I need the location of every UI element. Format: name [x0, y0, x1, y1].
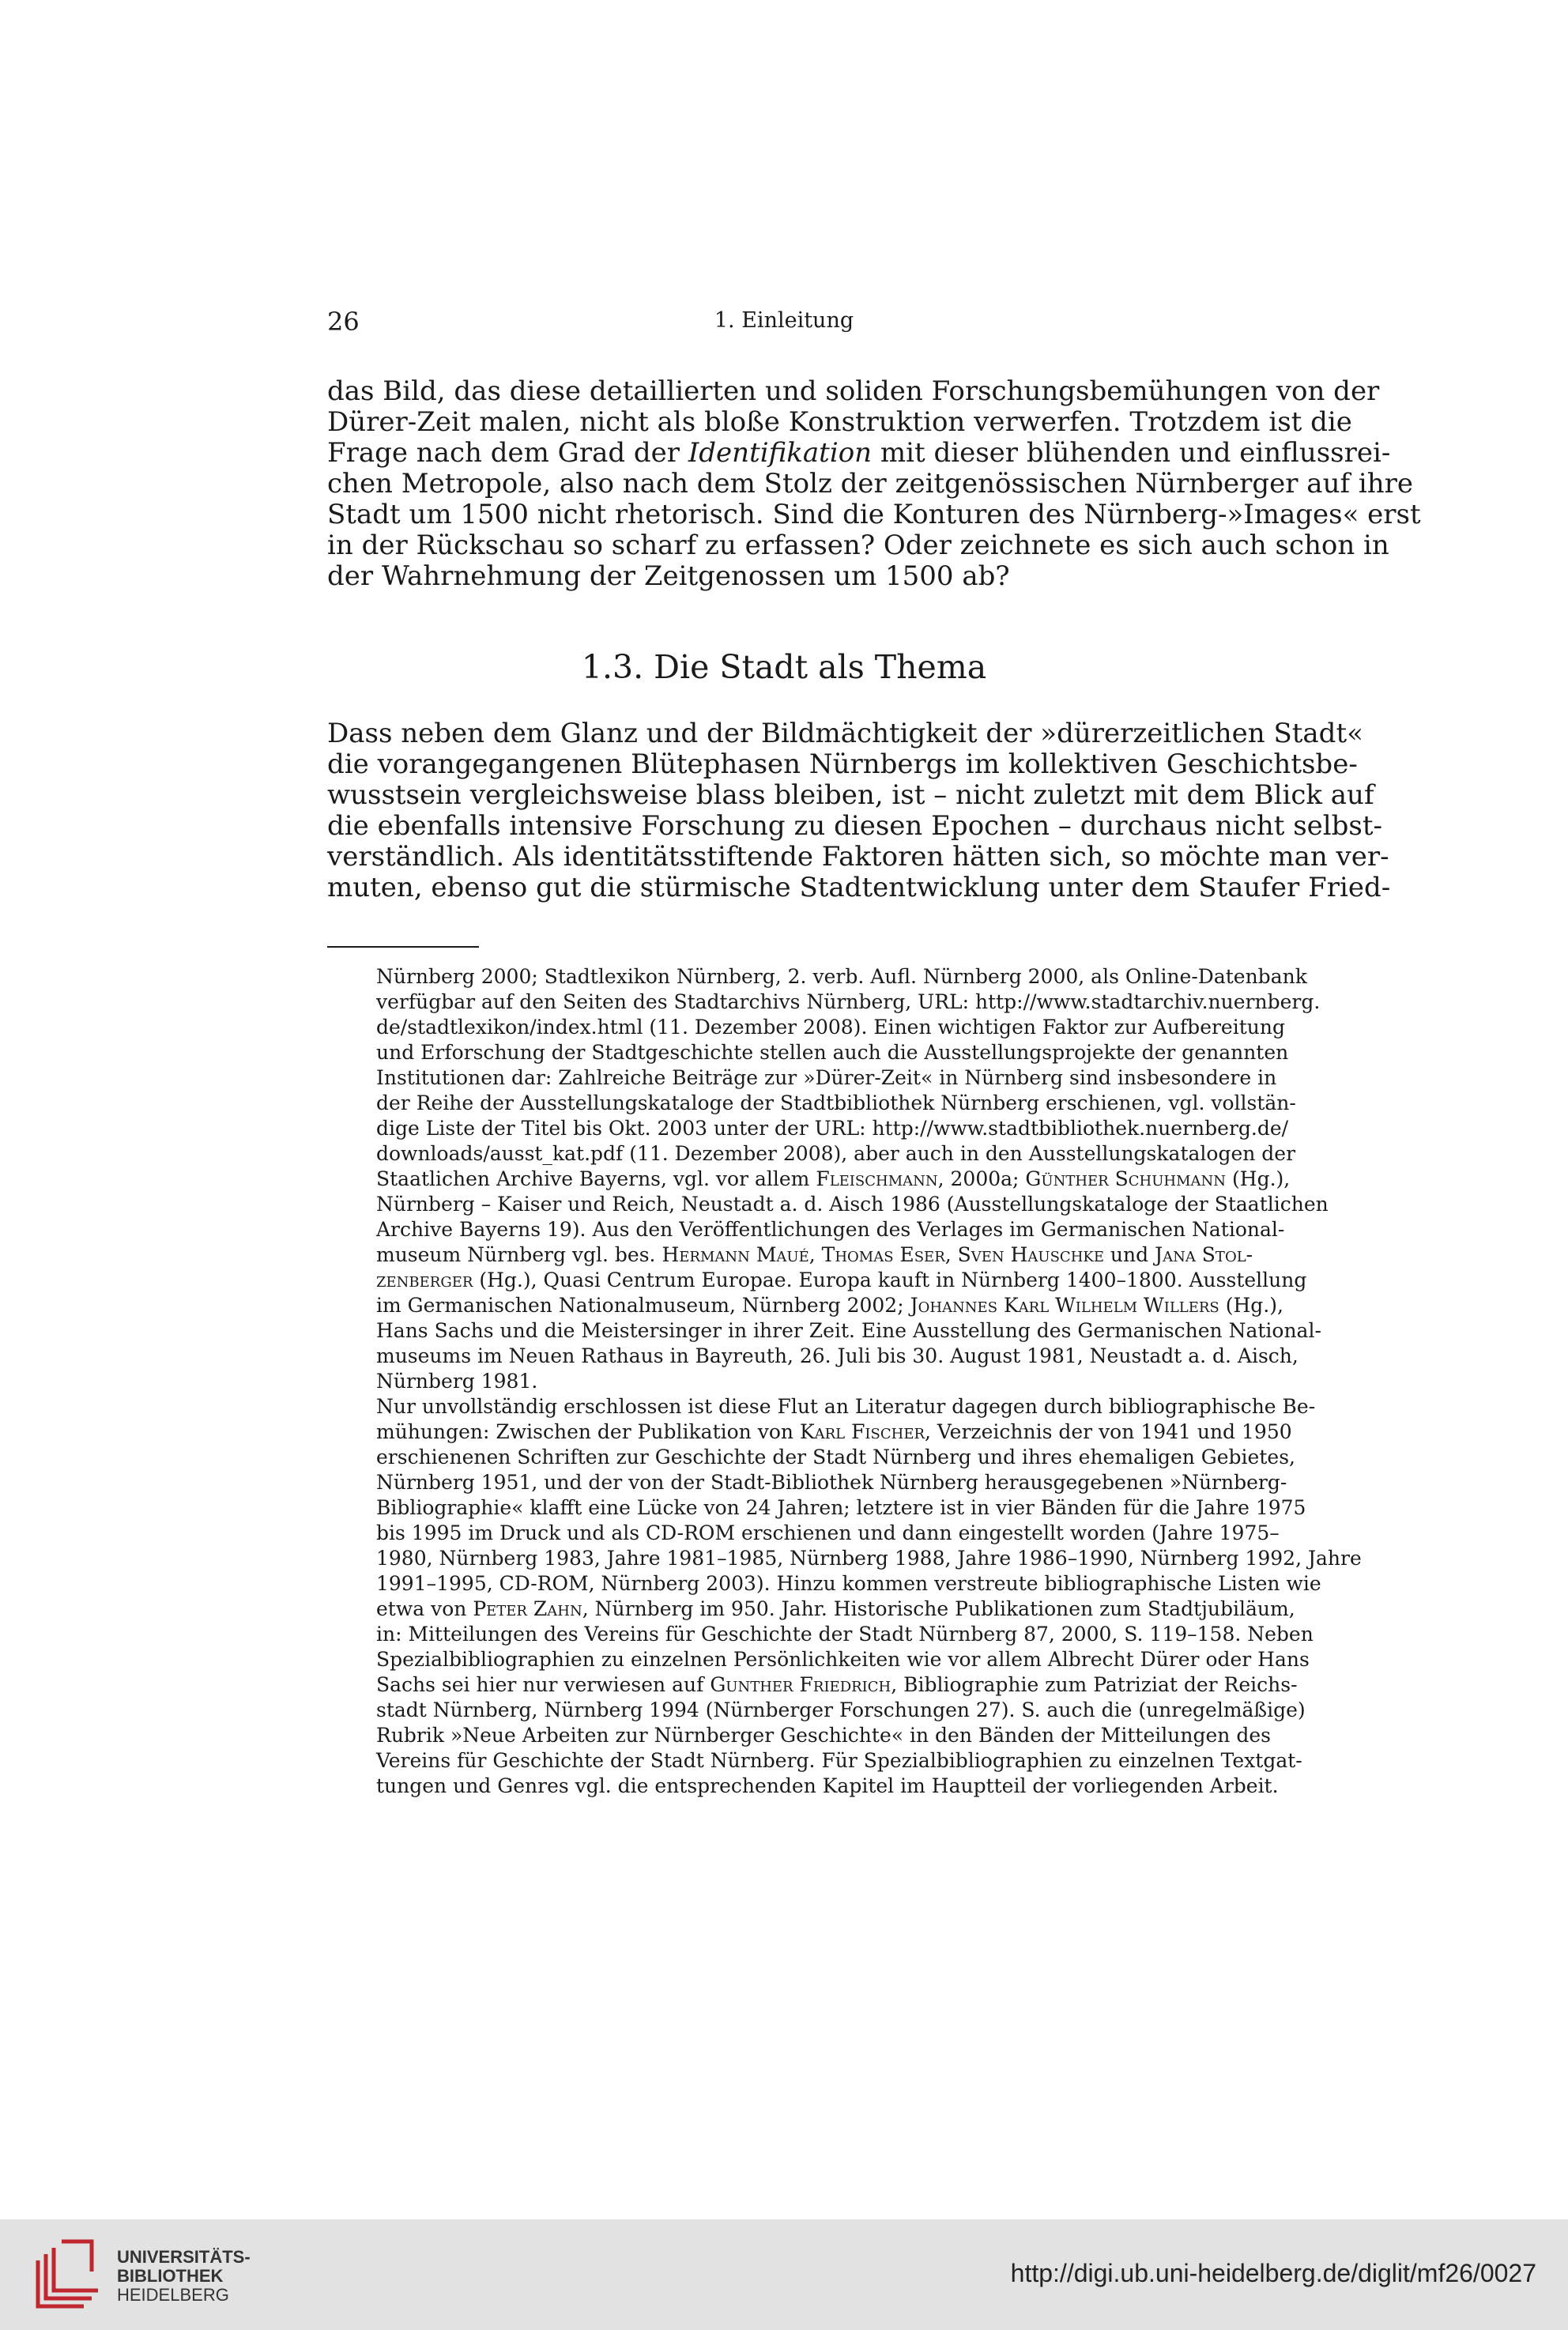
- text-line: der Wahrnehmung der Zeitgenossen um 1500 ab?: [327, 560, 1010, 592]
- text-line: 1991–1995, CD-ROM, Nürnberg 2003). Hinzu kommen verstreute bibliographische Listen wie: [376, 1572, 1321, 1595]
- text-line: mühungen: Zwischen der Publikation von Karl Fischer, Verzeichnis der von 1941 und 1950: [376, 1420, 1292, 1443]
- text-line: Nur unvollständig erschlossen ist diese Flut an Literatur dagegen durch bibliographische Be-: [376, 1395, 1316, 1418]
- text-line: Bibliographie« klafft eine Lücke von 24 Jahren; letztere ist in vier Bänden für die Jahre 1975: [376, 1496, 1306, 1519]
- text-line: Archive Bayerns 19). Aus den Veröffentlichungen des Verlages im Germanischen National-: [376, 1218, 1285, 1241]
- text-line: verständlich. Als identitätsstiftende Faktoren hätten sich, so möchte man ver-: [327, 841, 1389, 873]
- section-heading: 1.3. Die Stadt als Thema: [581, 648, 987, 686]
- footnotes: [376, 964, 1362, 1799]
- text-line: Staatlichen Archive Bayerns, vgl. vor allem Fleischmann, 2000a; Günther Schuhmann (Hg.),: [376, 1167, 1291, 1190]
- library-name: [117, 2248, 251, 2305]
- text-line: museums im Neuen Rathaus in Bayreuth, 26. Juli bis 30. August 1981, Neustadt a. d. Aisch,: [376, 1344, 1298, 1367]
- text-line: chen Metropole, also nach dem Stolz der zeitgenössischen Nürnberger auf ihre: [327, 468, 1414, 500]
- text-line: zenberger (Hg.), Quasi Centrum Europae. Europa kauft in Nürnberg 1400–1800. Ausstellung: [376, 1269, 1307, 1291]
- text-line: Institutionen dar: Zahlreiche Beiträge zur »Dürer-Zeit« in Nürnberg sind insbesondere in: [376, 1066, 1277, 1089]
- body-paragraph-2: [327, 718, 1391, 903]
- text-line: Frage nach dem Grad der Identifikation mit dieser blühenden und einflussrei-: [327, 437, 1391, 469]
- text-line: der Reihe der Ausstellungskataloge der Stadtbibliothek Nürnberg erschienen, vgl. vollstän-: [376, 1091, 1296, 1114]
- footnote-2: [376, 1394, 1362, 1799]
- text-line: wusstsein vergleichsweise blass bleiben, ist – nicht zuletzt mit dem Blick auf: [327, 779, 1374, 811]
- text-line: Spezialbibliographien zu einzelnen Persönlichkeiten wie vor allem Albrecht Dürer oder Hans: [376, 1648, 1310, 1671]
- footnote-1: [376, 964, 1329, 1394]
- text-line: Vereins für Geschichte der Stadt Nürnberg. Für Spezialbibliographien zu einzelnen Textgat-: [376, 1749, 1302, 1772]
- page-number: 26: [327, 307, 360, 337]
- library-name-line-3: HEIDELBERG: [117, 2285, 229, 2305]
- text-line: downloads/ausst_kat.pdf (11. Dezember 2008), aber auch in den Ausstellungskatalogen der: [376, 1142, 1296, 1165]
- text-line: Nürnberg – Kaiser und Reich, Neustadt a. d. Aisch 1986 (Ausstellungskataloge der Staatlichen: [376, 1193, 1329, 1216]
- text-line: die ebenfalls intensive Forschung zu diesen Epochen – durchaus nicht selbst-: [327, 810, 1382, 842]
- text-line: in: Mitteilungen des Vereins für Geschichte der Stadt Nürnberg 87, 2000, S. 119–158. Neben: [376, 1623, 1314, 1646]
- text-line: Hans Sachs und die Meistersinger in ihrer Zeit. Eine Ausstellung des Germanischen National-: [376, 1319, 1321, 1342]
- text-line: und Erforschung der Stadtgeschichte stellen auch die Ausstellungsprojekte der genannten: [376, 1041, 1289, 1064]
- text-line: Sachs sei hier nur verwiesen auf Gunther Friedrich, Bibliographie zum Patriziat der Reichs-: [376, 1673, 1298, 1696]
- library-logo-icon: [30, 2237, 101, 2313]
- text-line: im Germanischen Nationalmuseum, Nürnberg 2002; Johannes Karl Wilhelm Willers (Hg.),: [376, 1294, 1283, 1317]
- source-url-link[interactable]: http://digi.ub.uni-heidelberg.de/diglit/mf26/0027: [1010, 2259, 1536, 2287]
- text-line: Nürnberg 2000; Stadtlexikon Nürnberg, 2. verb. Aufl. Nürnberg 2000, als Online-Datenbank: [376, 965, 1307, 988]
- library-name-line-2: BIBLIOTHEK: [117, 2266, 224, 2286]
- text-line: verfügbar auf den Seiten des Stadtarchivs Nürnberg, URL: http://www.stadtarchiv.nuernberg.: [376, 990, 1321, 1013]
- text-line: stadt Nürnberg, Nürnberg 1994 (Nürnberger Forschungen 27). S. auch die (unregelmäßige): [376, 1698, 1306, 1721]
- page-header: [327, 307, 1241, 338]
- library-name-line-1: UNIVERSITÄTS-: [117, 2247, 251, 2267]
- text-line: erschienenen Schriften zur Geschichte der Stadt Nürnberg und ihres ehemaligen Gebietes,: [376, 1446, 1295, 1469]
- text-line: etwa von Peter Zahn, Nürnberg im 950. Jahr. Historische Publikationen zum Stadtjubiläum,: [376, 1597, 1295, 1620]
- text-line: de/stadtlexikon/index.html (11. Dezember 2008). Einen wichtigen Faktor zur Aufbereitung: [376, 1016, 1285, 1039]
- text-line: Nürnberg 1951, und der von der Stadt-Bibliothek Nürnberg herausgegebenen »Nürnberg-: [376, 1471, 1287, 1494]
- text-line: die vorangegangenen Blütephasen Nürnbergs im kollektiven Geschichtsbe-: [327, 748, 1358, 780]
- text-line: 1980, Nürnberg 1983, Jahre 1981–1985, Nürnberg 1988, Jahre 1986–1990, Nürnberg 1992, Jahre: [376, 1547, 1362, 1570]
- text-line: in der Rückschau so scharf zu erfassen? Oder zeichnete es sich auch schon in: [327, 530, 1389, 561]
- text-line: Dass neben dem Glanz und der Bildmächtigkeit der »dürerzeitlichen Stadt«: [327, 718, 1363, 749]
- running-head: 1. Einleitung: [714, 308, 854, 333]
- text-line: museum Nürnberg vgl. bes. Hermann Maué, Thomas Eser, Sven Hauschke und Jana Stol-: [376, 1243, 1253, 1266]
- text-line: muten, ebenso gut die stürmische Stadtentwicklung unter dem Staufer Fried-: [327, 872, 1391, 903]
- text-line: Stadt um 1500 nicht rhetorisch. Sind die Konturen des Nürnberg-»Images« erst: [327, 499, 1421, 530]
- text-line: Rubrik »Neue Arbeiten zur Nürnberger Geschichte« in den Bänden der Mitteilungen des: [376, 1724, 1271, 1747]
- text-line: Dürer-Zeit malen, nicht als bloße Konstruktion verwerfen. Trotzdem ist die: [327, 406, 1352, 438]
- text-line: bis 1995 im Druck und als CD-ROM erschienen und dann eingestellt worden (Jahre 1975–: [376, 1521, 1280, 1544]
- body-paragraph-1: [327, 375, 1421, 592]
- footnote-separator: [327, 946, 479, 948]
- digitization-footer: [0, 2219, 1568, 2330]
- text-line: dige Liste der Titel bis Okt. 2003 unter der URL: http://www.stadtbibliothek.nuernberg.de/: [376, 1117, 1289, 1140]
- text-line: das Bild, das diese detaillierten und soliden Forschungsbemühungen von der: [327, 375, 1380, 407]
- text-line: Nürnberg 1981.: [376, 1370, 538, 1393]
- text-line: tungen und Genres vgl. die entsprechenden Kapitel im Hauptteil der vorliegenden Arbeit.: [376, 1774, 1279, 1797]
